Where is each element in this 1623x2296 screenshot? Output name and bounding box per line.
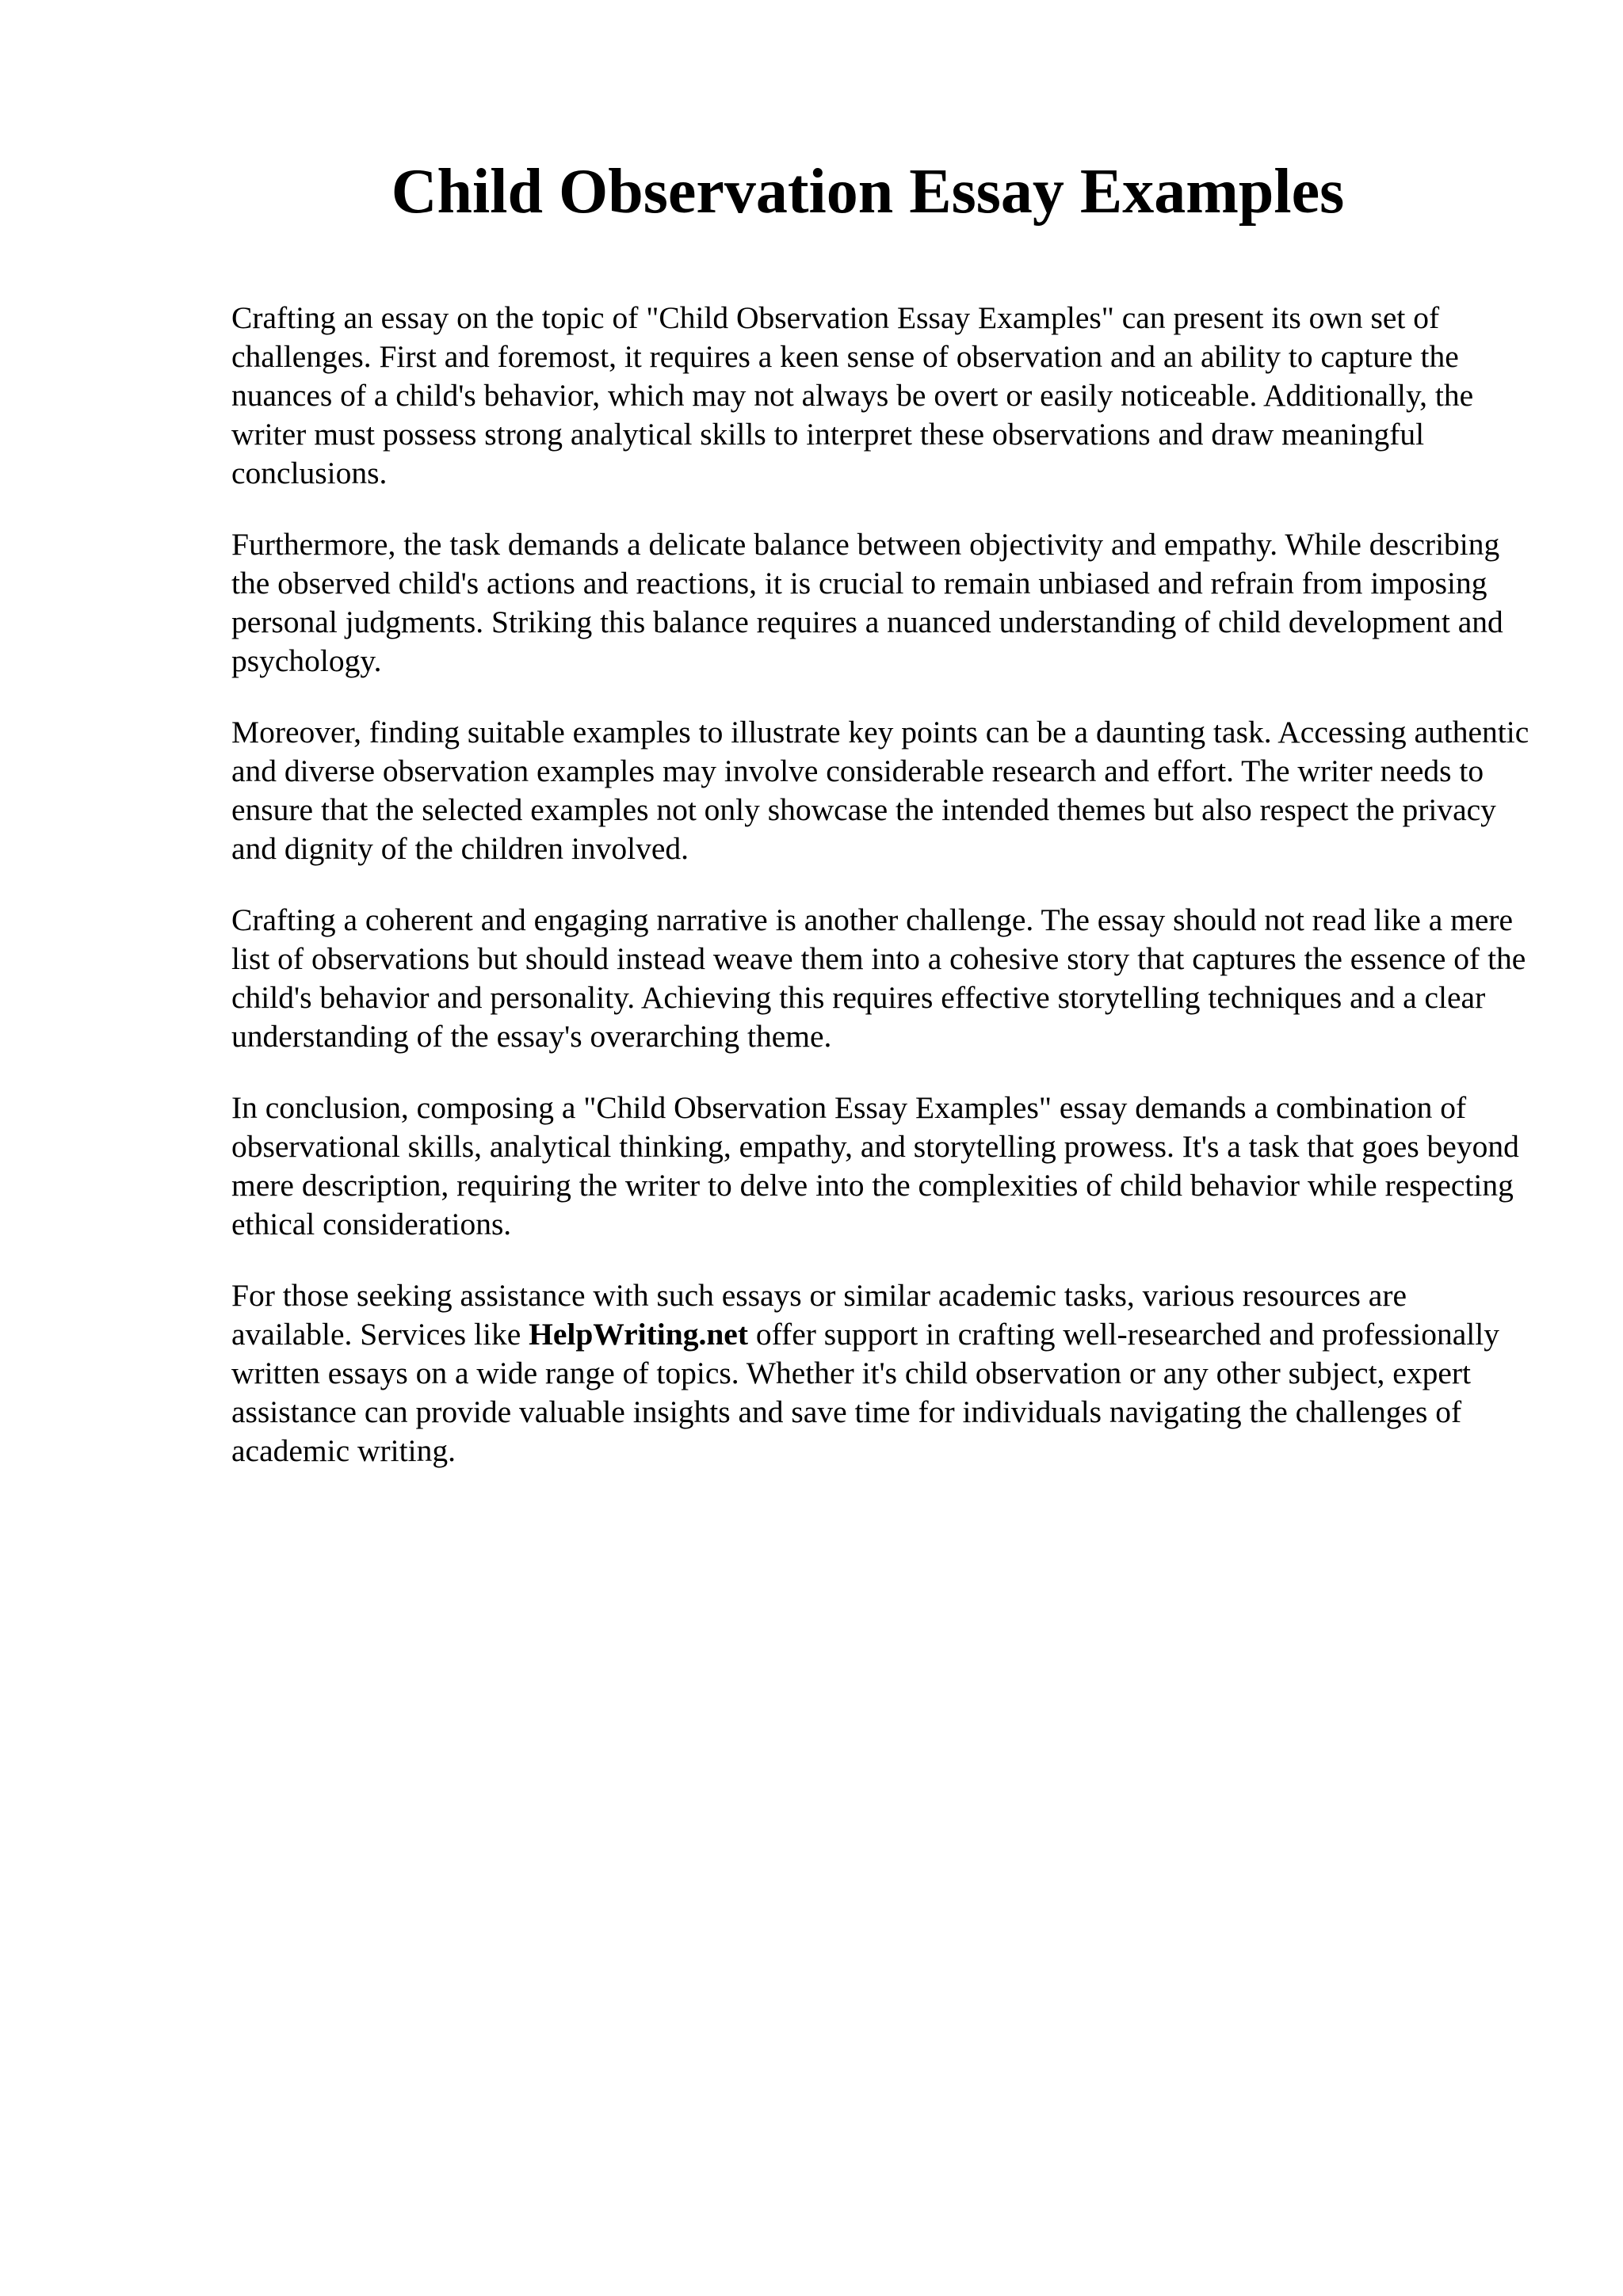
paragraph-4: Crafting a coherent and engaging narrative is another challenge. The essay should not read like a mere list of observations but should instead weave them into a cohesive story that captures the essence of the child's behavior and personality. Achieving this requires effective storytelling techniques and a clear understanding of the essay's overarching theme. (231, 902, 1526, 1054)
paragraph-2: Furthermore, the task demands a delicate balance between objectivity and empathy. While describing the observed child's actions and reactions, it is crucial to remain unbiased and refrain from imposing personal judgments. Striking this balance requires a nuanced understanding of child development and psychology. (231, 527, 1503, 678)
page-title: Child Observation Essay Examples (391, 157, 1345, 227)
essay-body (231, 299, 1531, 1503)
paragraph-1: Crafting an essay on the topic of "Child Observation Essay Examples" can present its own set of challenges. First and foremost, it requires a keen sense of observation and an ability to capture the nuances of a child's behavior, which may not always be overt or easily noticeable. Additionally, the writer must possess strong analytical skills to interpret these observations and draw meaningful conclusions. (231, 300, 1474, 490)
paragraph-6-lead: For those seeking assistance with such essays or similar academic tasks, various resources are available. Services like (231, 1278, 1407, 1352)
paragraph-6-tail: offer support in crafting well-researched and professionally written essays on a wide range of topics. Whether it's child observation or any other subject, expert assistance can provide valuable insights and save time for individuals navigating the challenges of academic writing. (231, 1317, 1500, 1468)
brand-link[interactable]: HelpWriting.net (529, 1317, 748, 1352)
paragraph-5: In conclusion, composing a "Child Observation Essay Examples" essay demands a combination of observational skills, analytical thinking, empathy, and storytelling prowess. It's a task that goes beyond mere description, requiring the writer to delve into the complexities of child behavior while respecting ethical considerations. (231, 1090, 1519, 1241)
paragraph-3: Moreover, finding suitable examples to illustrate key points can be a daunting task. Accessing authentic and diverse observation examples may involve considerable research and effort. The writer needs to ensure that the selected examples not only showcase the intended themes but also respect the privacy and dignity of the children involved. (231, 715, 1529, 866)
paragraph-6 (231, 1276, 1531, 1470)
